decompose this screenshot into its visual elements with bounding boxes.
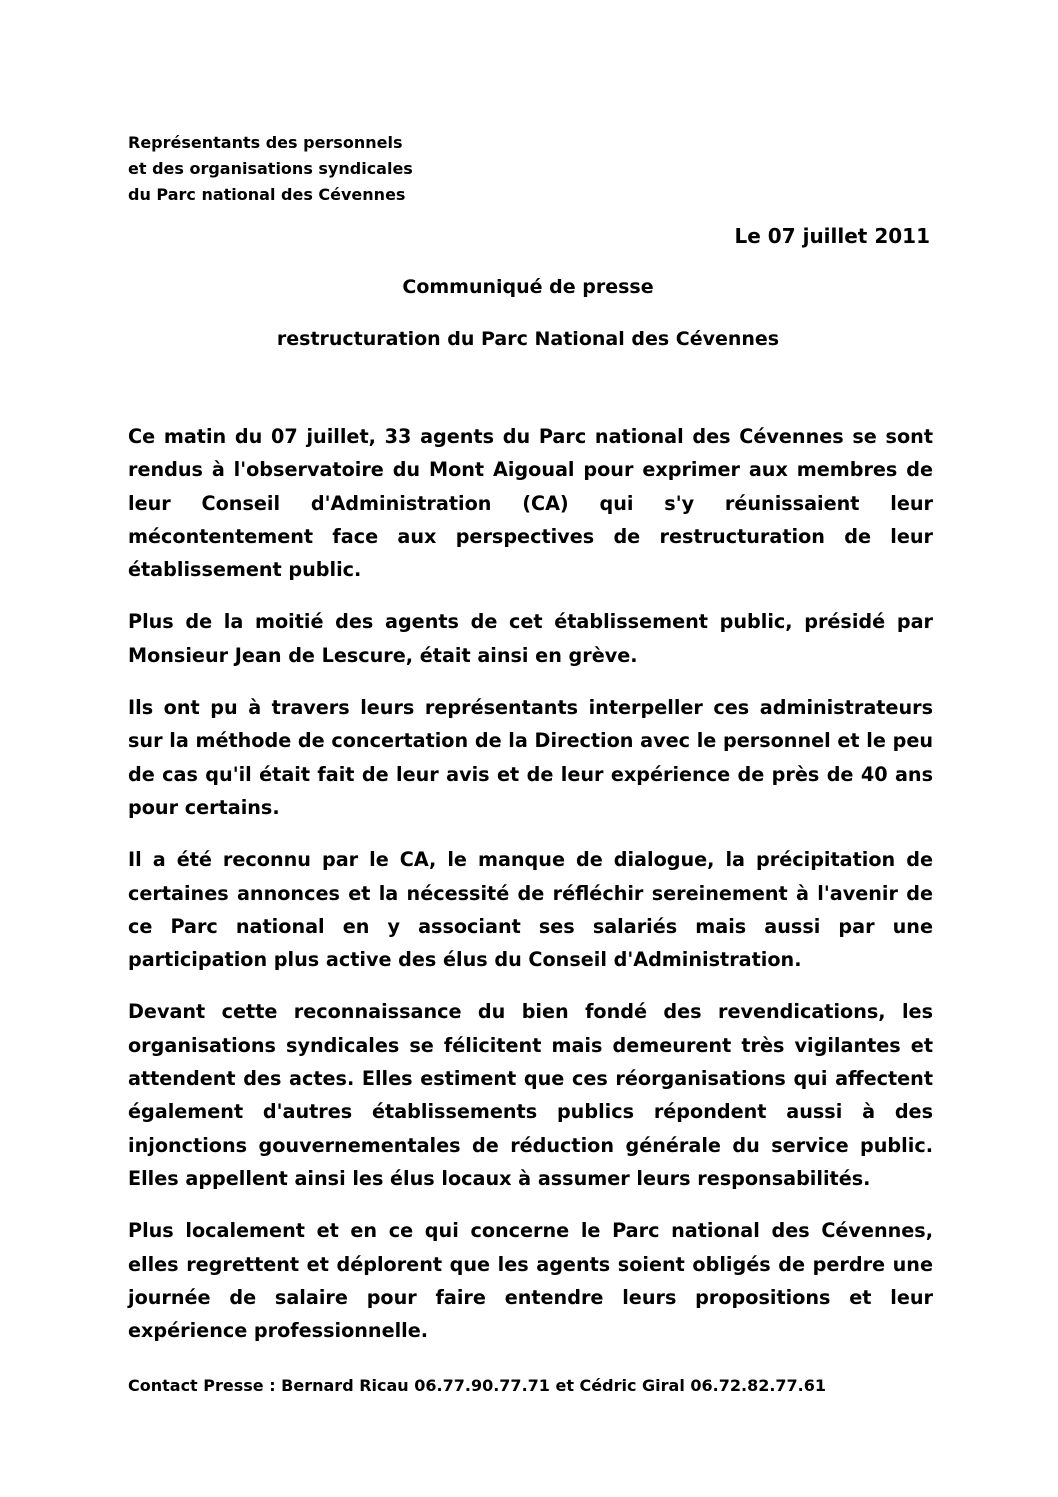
sender-line: du Parc national des Cévennes (128, 185, 406, 204)
sender-line: et des organisations syndicales (128, 159, 413, 178)
sender-line: Représentants des personnels (128, 133, 403, 152)
sender-block (128, 130, 548, 208)
body-paragraph: Il a été reconnu par le CA, le manque de dialogue, la précipitation de certaines annonces et la nécessité de réfléchir sereinement à l'avenir de ce Parc national en y associant ses salariés mais aussi par une participation plus active des élus du Conseil d'Administration. (128, 848, 933, 972)
document-date: Le 07 juillet 2011 (734, 224, 930, 248)
body-paragraph: Plus localement et en ce qui concerne le Parc national des Cévennes, elles regrettent et déplorent que les agents soient obligés de perdre une journée de salaire pour faire entendre leurs propositions et leur expérience professionnelle. (128, 1219, 933, 1343)
document-title: Communiqué de presse (402, 276, 654, 298)
document-body (128, 420, 933, 1366)
body-paragraph: Plus de la moitié des agents de cet établissement public, présidé par Monsieur Jean de Lescure, était ainsi en grève. (128, 610, 933, 667)
body-paragraph: Ce matin du 07 juillet, 33 agents du Parc national des Cévennes se sont rendus à l'observatoire du Mont Aigoual pour exprimer aux membres de leur Conseil d'Administration (CA) qui s'y réunissaient leur mécontentement face aux perspectives de restructuration de leur établissement public. (128, 425, 933, 582)
document-subtitle: restructuration du Parc National des Cévennes (276, 328, 780, 350)
press-contact: Contact Presse : Bernard Ricau 06.77.90.77.71 et Cédric Giral 06.72.82.77.61 (128, 1376, 827, 1395)
body-paragraph: Ils ont pu à travers leurs représentants interpeller ces administrateurs sur la méthode de concertation de la Direction avec le personnel et le peu de cas qu'il était fait de leur avis et de leur expérience de près de 40 ans pour certains. (128, 696, 933, 819)
body-paragraph: Devant cette reconnaissance du bien fondé des revendications, les organisations syndicales se félicitent mais demeurent très vigilantes et attendent des actes. Elles estiment que ces réorganisations qui affectent également d'autres établissements publics répondent aussi à des injonctions gouvernementales de réduction générale du service public. Elles appellent ainsi les élus locaux à assumer leurs responsabilités. (128, 1000, 933, 1190)
